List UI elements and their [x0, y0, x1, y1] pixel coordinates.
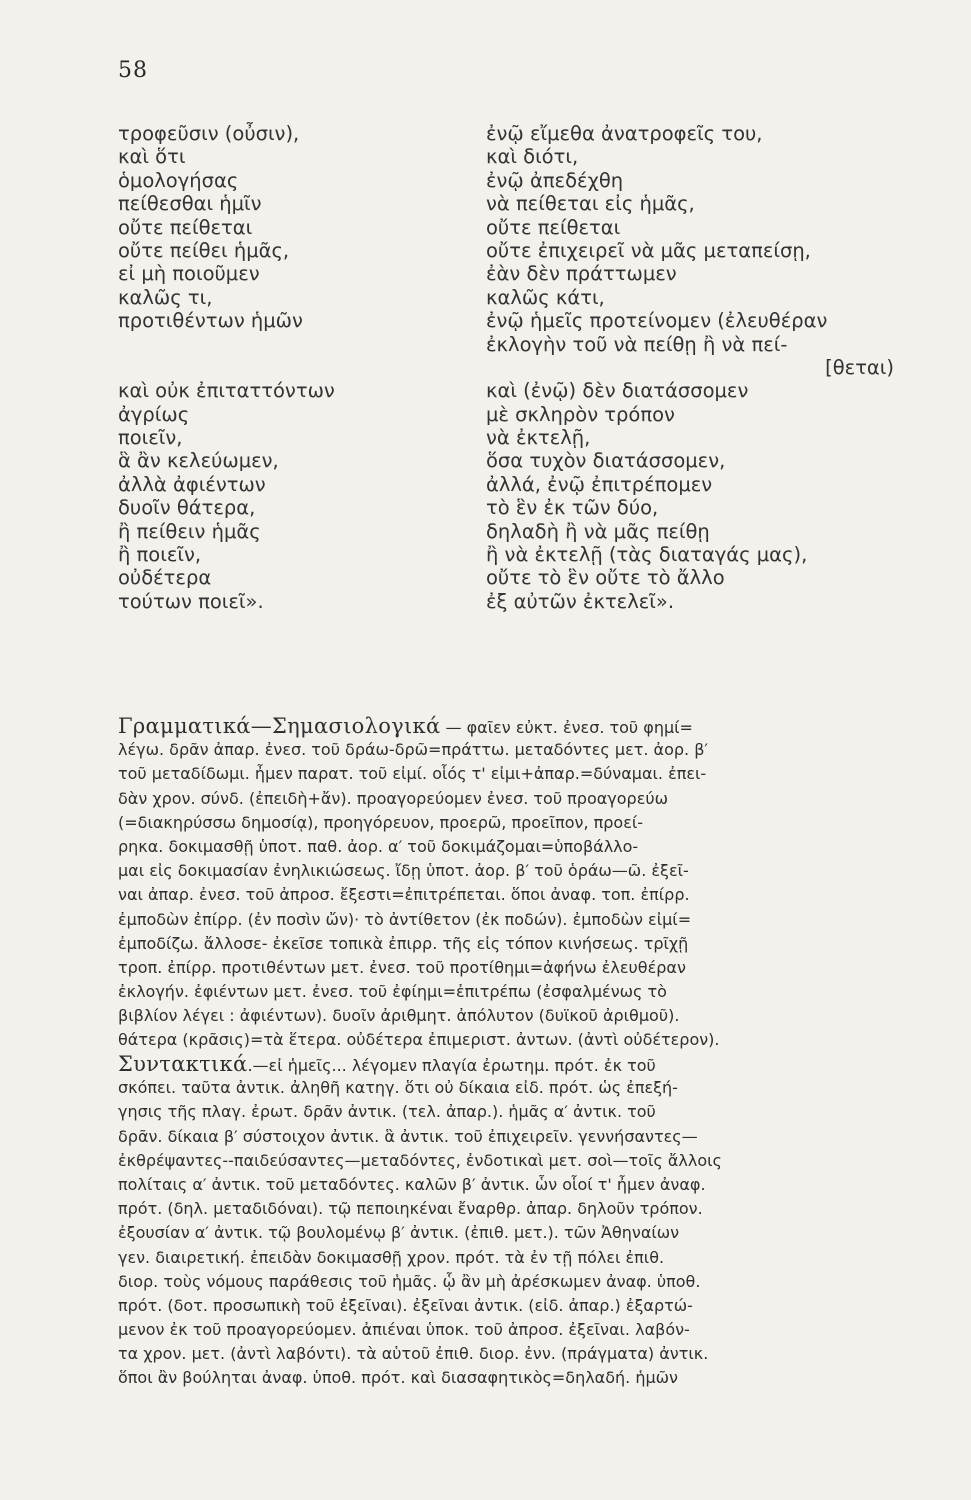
note-line: τροπ. ἐπίρρ. προτιθέντων μετ. ἐνεσ. τοῦ προτίθημι=ἀφήνω ἐλευθέραν	[118, 957, 686, 977]
text-line: ἃ ἂν κελεύωμεν,	[118, 449, 279, 473]
text-line: ἐξ αὐτῶν ἐκτελεῖ».	[486, 589, 675, 613]
note-line: σκόπει. ταῦτα ἀντικ. ἀληθῆ κατηγ. ὅτι οὐ δίκαια εἰδ. πρότ. ὡς ἐπεξή-	[118, 1078, 678, 1098]
text-line: εἰ μὴ ποιοῦμεν	[118, 262, 260, 286]
text-line: ἀγρίως	[118, 402, 190, 426]
note-line: ἐμποδὼν ἐπίρρ. (ἐν ποσὶν ὤν)· τὸ ἀντίθετον (ἐκ ποδών). ἐμποδὼν εἰμί=	[118, 909, 692, 929]
note-line: ρηκα. δοκιμασθῇ ὑποτ. παθ. ἀορ. α′ τοῦ δοκιμάζομαι=ὑποβάλλο-	[118, 836, 639, 856]
page-number: 58	[118, 58, 148, 83]
note-line: ἐκλογήν. ἐφιέντων μετ. ἐνεσ. τοῦ ἐφίημι=ἐπιτρέπω (ἐσφαλμένως τὸ	[118, 982, 667, 1002]
text-line: ἢ ποιεῖν,	[118, 543, 202, 567]
note-line: διορ. τοὺς νόμους παράθεσις τοῦ ἡμᾶς. ᾧ ἂν μὴ ἀρέσκωμεν ἀναφ. ὑποθ.	[118, 1271, 701, 1291]
text-line: προτιθέντων ἡμῶν	[118, 309, 303, 333]
text-line: νὰ πείθεται εἰς ἡμᾶς,	[486, 192, 695, 216]
text-line: τούτων ποιεῖ».	[118, 589, 264, 613]
note-line: ναι ἀπαρ. ἐνεσ. τοῦ ἀπροσ. ἔξεστι=ἐπιτρέπεται. ὅποι ἀναφ. τοπ. ἐπίρρ.	[118, 885, 690, 905]
grammar-heading: Γραμματικά—Σημασιολογικά	[118, 714, 441, 738]
text-line: καὶ οὐκ ἐπιταττόντων	[118, 379, 335, 403]
note-line: γησις τῆς πλαγ. ἐρωτ. δρᾶν ἀντικ. (τελ. ἀπαρ.). ἡμᾶς α′ ἀντικ. τοῦ	[118, 1102, 656, 1122]
text-line: ἀλλά, ἐνῷ ἐπιτρέπομεν	[486, 472, 713, 496]
note-line: πολίταις α′ ἀντικ. τοῦ μεταδόντες. καλῶν β′ ἀντικ. ὧν οἷοί τ' ἦμεν ἀναφ.	[118, 1174, 706, 1194]
note-line: δρᾶν. δίκαια β′ σύστοιχον ἀντικ. ἃ ἀντικ. τοῦ ἐπιχειρεῖν. γεννήσαντες—	[118, 1126, 698, 1146]
text-line: τὸ ἓν ἐκ τῶν δύο,	[486, 496, 659, 520]
note-line: (=διακηρύσσω δημοσίᾳ), προηγόρευον, προερῶ, προεῖπον, προεί-	[118, 812, 644, 832]
modern-greek-translation-column	[486, 122, 916, 613]
note-line: γεν. διαιρετική. ἐπειδὰν δοκιμασθῇ χρον. πρότ. τὰ ἐν τῇ πόλει ἐπιθ.	[118, 1247, 665, 1267]
text-line: οὔτε τὸ ἓν οὔτε τὸ ἄλλο	[486, 566, 725, 590]
note-line: θάτερα (κρᾶσις)=τὰ ἕτερα. οὐδέτερα ἐπιμεριστ. ἀντων. (ἀντὶ οὐδέτερον).	[118, 1030, 720, 1050]
text-line: καλῶς κάτι,	[486, 285, 605, 309]
note-line: λέγω. δρᾶν ἀπαρ. ἐνεσ. τοῦ δράω-δρῶ=πράττω. μεταδόντες μετ. ἀορ. β′	[118, 740, 709, 760]
text-line: πείθεσθαι ἡμῖν	[118, 192, 262, 216]
text-line: ἢ πείθειν ἡμᾶς	[118, 519, 261, 543]
note-line: τα χρον. μετ. (ἀντὶ λαβόντι). τὰ αὑτοῦ ἐπιθ. διορ. ἐνν. (πράγματα) ἀντικ.	[118, 1344, 709, 1364]
text-line: οὐδέτερα	[118, 566, 212, 590]
text-line: ἐνῷ ἀπεδέχθη	[486, 168, 624, 192]
note-line: βιβλίον λέγει : ἀφιέντων). δυοῖν ἀριθμητ. ἀπόλυτον (δυϊκοῦ ἀριθμοῦ).	[118, 1006, 680, 1026]
text-line: ἐκλογὴν τοῦ νὰ πείθῃ ἢ νὰ πεί-	[486, 332, 788, 356]
note-line: μενον ἐκ τοῦ προαγορεύομεν. ἀπιέναι ὑποκ. τοῦ ἀπροσ. ἐξεῖναι. λαβόν-	[118, 1320, 690, 1340]
note-line: ἐκθρέψαντες--παιδεύσαντες—μεταδόντες, ἐνδοτικαὶ μετ. σοὶ—τοῖς ἄλλοις	[118, 1150, 722, 1170]
text-line: καὶ (ἐνῷ) δὲν διατάσσομεν	[486, 379, 749, 403]
note-line: ἐξουσίαν α′ ἀντικ. τῷ βουλομένῳ β′ ἀντικ. (ἐπιθ. μετ.). τῶν Ἀθηναίων	[118, 1223, 680, 1243]
text-line: δηλαδὴ ἢ νὰ μᾶς πείθῃ	[486, 519, 710, 543]
text-line: ἐὰν δὲν πράττωμεν	[486, 262, 677, 286]
text-line: ἐνῷ εἴμεθα ἀνατροφεῖς του,	[486, 122, 763, 145]
text-line: ἀλλὰ ἀφιέντων	[118, 472, 266, 496]
note-line	[118, 714, 908, 738]
note-line: πρότ. (δηλ. μεταδιδόναι). τῷ πεποιηκέναι ἔναρθρ. ἀπαρ. δηλοῦν τρόπον.	[118, 1199, 703, 1219]
text-line: οὔτε πείθεται	[486, 215, 621, 239]
text-line	[118, 333, 468, 356]
text-line: καὶ διότι,	[486, 145, 579, 169]
text-line: τροφεῦσιν (οὖσιν),	[118, 122, 300, 145]
note-line: ὅποι ἂν βούληται ἀναφ. ὑποθ. πρότ. καὶ διασαφητικὸς=δηλαδή. ἡμῶν	[118, 1368, 678, 1388]
syntax-notes	[118, 1052, 908, 1391]
text-line: ἢ νὰ ἐκτελῇ (τὰς διαταγάς μας),	[486, 543, 808, 567]
text-line: [θεται)	[825, 355, 894, 379]
text-line	[118, 356, 468, 379]
note-text: — φαῖεν εὐκτ. ἐνεσ. τοῦ φημί=	[440, 718, 693, 737]
note-line: ἐμποδίζω. ἄλλοσε- ἐκεῖσε τοπικὰ ἐπιρρ. τῆς εἰς τόπον κινήσεως. τρῖχῇ	[118, 933, 689, 953]
text-line: δυοῖν θάτερα,	[118, 496, 256, 520]
text-line: καὶ ὅτι	[118, 145, 186, 169]
grammar-notes	[118, 714, 908, 1053]
text-line: ὁμολογήσας	[118, 168, 239, 192]
note-line	[118, 1052, 908, 1076]
text-line: νὰ ἐκτελῇ,	[486, 426, 591, 450]
text-line: οὔτε πείθεται	[118, 215, 253, 239]
note-line: τοῦ μεταδίδωμι. ἦμεν παρατ. τοῦ εἰμί. οἷός τ' εἰμι+ἀπαρ.=δύναμαι. ἐπει-	[118, 764, 707, 784]
note-text: .—εἰ ἡμεῖς... λέγομεν πλαγία ἐρωτημ. πρότ. ἐκ τοῦ	[247, 1056, 656, 1075]
text-line: οὔτε ἐπιχειρεῖ νὰ μᾶς μεταπείσῃ,	[486, 238, 811, 262]
text-line: ἐνῷ ἡμεῖς προτείνομεν (ἐλευθέραν	[486, 309, 828, 333]
text-line: μὲ σκληρὸν τρόπον	[486, 402, 675, 426]
syntax-heading: Συντακτικά	[118, 1052, 248, 1076]
text-line: οὔτε πείθει ἡμᾶς,	[118, 238, 290, 262]
text-line: ποιεῖν,	[118, 426, 183, 450]
note-line: μαι εἰς δοκιμασίαν ἐνηλικιώσεως. ἴδῃ ὑποτ. ἀορ. β′ τοῦ ὁράω—ῶ. ἐξεῖ-	[118, 861, 689, 881]
note-line: δὰν χρον. σύνδ. (ἐπειδὴ+ἄν). προαγορεύομεν ἐνεσ. τοῦ προαγορεύω	[118, 788, 669, 808]
text-line: ὅσα τυχὸν διατάσσομεν,	[486, 449, 726, 473]
greek-text-column	[118, 122, 468, 613]
note-line: πρότ. (δοτ. προσωπικὴ τοῦ ἐξεῖναι). ἐξεῖναι ἀντικ. (εἰδ. ἀπαρ.) ἐξαρτώ-	[118, 1295, 693, 1315]
text-line: καλῶς τι,	[118, 285, 213, 309]
